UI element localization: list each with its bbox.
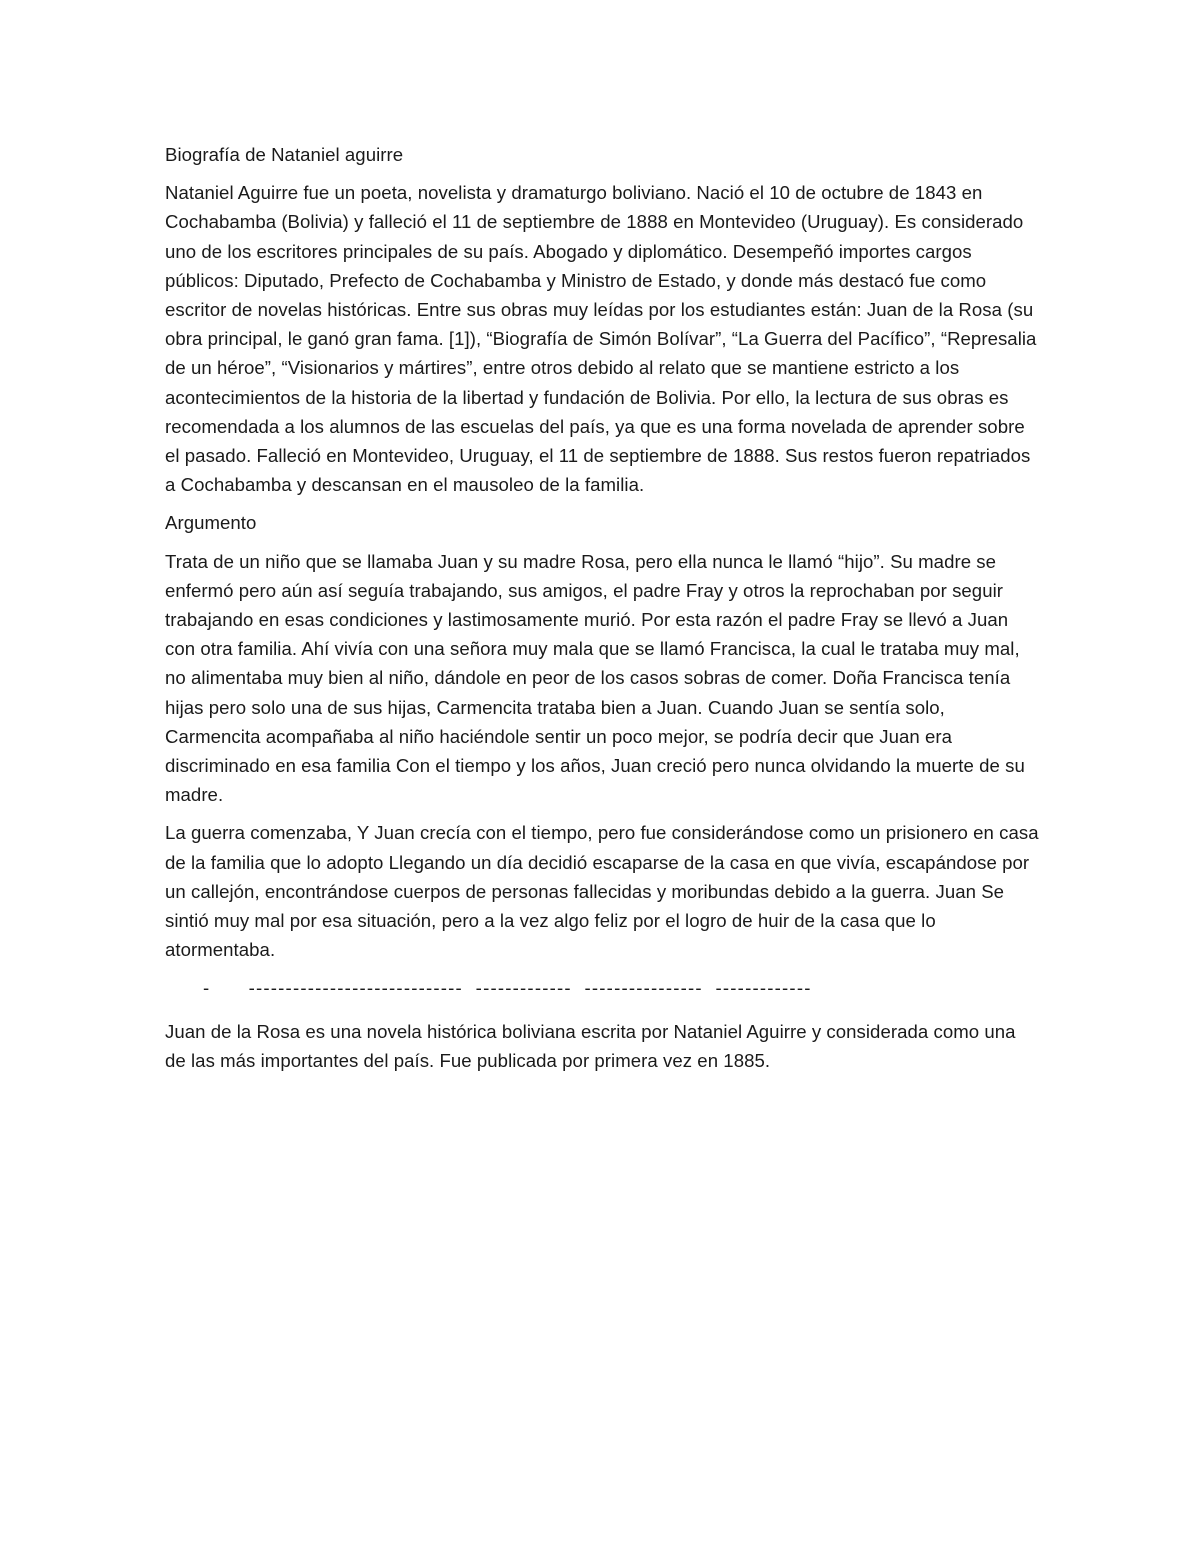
dashed-separator: - ----------------------------- ------------- ---------------- ------------- [203, 977, 812, 999]
document-title: Biografía de Nataniel aguirre [165, 144, 404, 165]
biography-paragraph: Nataniel Aguirre fue un poeta, novelista y dramaturgo boliviano. Nació el 10 de octubre de 1843 en Cochabamba (Bolivia) y falleció el 11 de septiembre de 1888 en Montevideo (Uruguay). Es considerado uno de los escritores principales de su país. Abogado y diplomático. Desempeñó importes cargos públicos: Diputado, Prefecto de Cochabamba y Ministro de Estado, y donde más destacó fue como escritor de novelas históricas. Entre sus obras muy leídas por los estudiantes están: Juan de la Rosa (su obra principal, le ganó gran fama. [1]), “Biografía de Simón Bolívar”, “La Guerra del Pacífico”, “Represalia de un héroe”, “Visionarios y mártires”, entre otros debido al relato que se mantiene estricto a los acontecimientos de la historia de la libertad y fundación de Bolivia. Por ello, la lectura de sus obras es recomendada a los alumnos de las escuelas del país, ya que es una forma novelada de aprender sobre el pasado. Falleció en Montevideo, Uruguay, el 11 de septiembre de 1888. Sus restos fueron repatriados a Cochabamba y descansan en el mausoleo de la familia. [165, 182, 1037, 496]
document-body [165, 140, 1040, 1084]
closing-paragraph: Juan de la Rosa es una novela histórica boliviana escrita por Nataniel Aguirre y considerada como una de las más importantes del país. Fue publicada por primera vez en 1885. [165, 1020, 1016, 1071]
argument-heading: Argumento [165, 512, 257, 534]
argument-paragraph-1: Trata de un niño que se llamaba Juan y su madre Rosa, pero ella nunca le llamó “hijo”. Su madre se enfermó pero aún así seguía trabajando, sus amigos, el padre Fray y otros la reprochaban por seguir trabajando en esas condiciones y lastimosamente murió. Por esta razón el padre Fray se llevó a Juan con otra familia. Ahí vivía con una señora muy mala que se llamó Francisca, la cual le trataba muy mal, no alimentaba muy bien al niño, dándole en peor de los casos sobras de comer. Doña Francisca tenía hijas pero solo una de sus hijas, Carmencita trataba bien a Juan. Cuando Juan se sentía solo, Carmencita acompañaba al niño haciéndole sentir un poco mejor, se podría decir que Juan era discriminado en esa familia Con el tiempo y los años, Juan creció pero nunca olvidando la muerte de su madre. [165, 550, 1025, 806]
argument-paragraph-2: La guerra comenzaba, Y Juan crecía con el tiempo, pero fue considerándose como un prisionero en casa de la familia que lo adopto Llegando un día decidió escaparse de la casa en que vivía, escapándose por un callejón, encontrándose cuerpos de personas fallecidas y moribundas debido a la guerra. Juan Se sintió muy mal por esa situación, pero a la vez algo feliz por el logro de huir de la casa que lo atormentaba. [165, 822, 1039, 961]
